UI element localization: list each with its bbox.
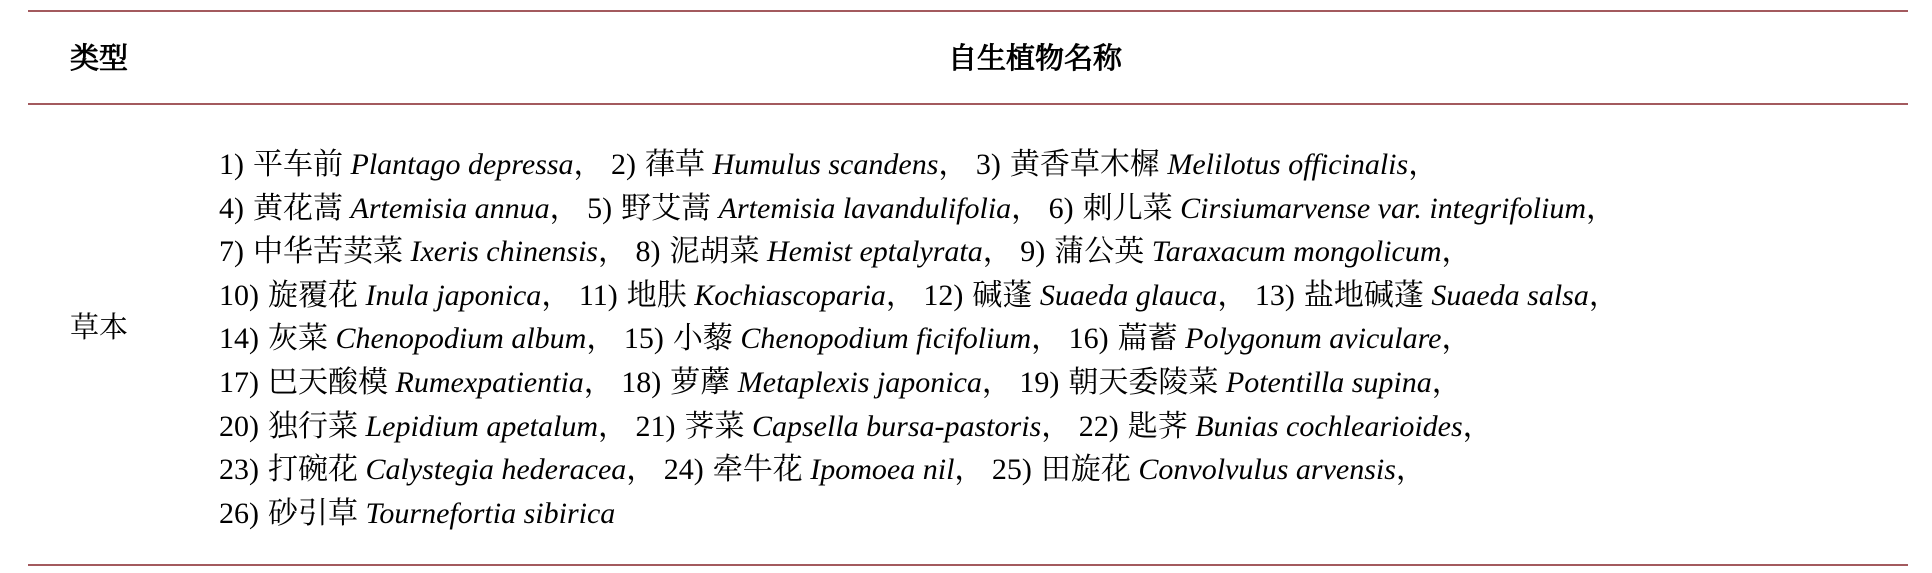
plant-chinese-name: 独行菜 (268, 409, 358, 443)
entry-separator: ， (1041, 409, 1072, 443)
plant-chinese-name: 朝天委陵菜 (1068, 365, 1219, 399)
plant-list-line (219, 274, 1879, 318)
plant-list-line (219, 448, 1879, 492)
plant-entry-number: 23) (219, 453, 259, 487)
entry-separator: ， (541, 278, 572, 312)
entry-separator: ， (1462, 409, 1493, 443)
plant-entry-number: 7) (219, 235, 244, 269)
plant-entry (219, 192, 580, 225)
plant-entry-number: 1) (219, 148, 244, 181)
plant-entry (992, 453, 1426, 486)
plant-scientific-name: Bunias cochlearioides (1195, 409, 1463, 443)
plant-chinese-name: 泥胡菜 (669, 235, 760, 269)
plant-chinese-name: 田旋花 (1040, 453, 1131, 487)
plant-chinese-name: 地肤 (626, 278, 687, 312)
plant-chinese-name: 荠菜 (684, 409, 745, 443)
plant-entry (1079, 410, 1493, 443)
entry-separator: ， (583, 365, 614, 399)
plant-entry (219, 497, 615, 530)
plant-chinese-name: 萝藦 (670, 365, 731, 399)
plant-entry-number: 15) (623, 322, 664, 356)
plant-chinese-name: 黄香草木樨 (1009, 148, 1160, 181)
entry-separator: ， (573, 148, 604, 181)
entry-separator: ， (586, 322, 617, 356)
entry-separator: ， (954, 453, 985, 487)
entry-separator: ， (1217, 278, 1248, 312)
row-type-cell: 草本 (70, 312, 129, 344)
plant-list-line (219, 317, 1879, 361)
plant-entry-number: 11) (578, 278, 618, 312)
plant-entry (1069, 322, 1472, 355)
plant-entry-number: 26) (219, 496, 259, 530)
row-plant-names-cell (219, 143, 1879, 535)
plant-scientific-name: Cirsiumarvense var. integrifolium (1180, 191, 1586, 225)
plant-entry-number: 10) (219, 278, 259, 312)
plant-chinese-name: 砂引草 (268, 496, 358, 530)
plant-scientific-name: Humulus scandens (712, 148, 939, 181)
plant-scientific-name: Chenopodium ficifolium (740, 322, 1032, 356)
plant-entry (219, 453, 656, 486)
plant-scientific-name: Kochiascoparia (694, 278, 886, 312)
entry-separator: ， (1395, 453, 1426, 487)
plant-entry (219, 410, 628, 443)
plant-entry-number: 20) (219, 409, 259, 443)
plant-entry (1020, 235, 1471, 268)
header-plant-names: 自生植物名称 (948, 41, 1123, 75)
plant-scientific-name: Plantago depressa (350, 148, 574, 181)
entry-separator: ， (1011, 191, 1042, 225)
entry-separator: ， (626, 453, 657, 487)
plant-chinese-name: 盐地碱蓬 (1303, 278, 1424, 312)
plant-entry-number: 14) (219, 322, 259, 356)
plant-chinese-name: 蒲公英 (1054, 235, 1145, 269)
plant-scientific-name: Suaeda salsa (1431, 278, 1589, 312)
plant-scientific-name: Metaplexis japonica (737, 365, 982, 399)
entry-separator: ， (1586, 191, 1616, 225)
plant-chinese-name: 黄花蒿 (253, 191, 343, 225)
plant-entry-number: 6) (1048, 191, 1074, 225)
plant-entry (664, 453, 985, 486)
plant-entry-number: 24) (663, 453, 704, 487)
plant-scientific-name: Lepidium apetalum (365, 409, 598, 443)
plant-entry (587, 192, 1041, 225)
entry-separator: ， (597, 235, 628, 269)
plant-entry-number: 16) (1068, 322, 1109, 356)
plant-entry-number: 5) (587, 191, 613, 225)
plant-entry-number: 22) (1078, 409, 1119, 443)
plant-entry-number: 19) (1019, 365, 1060, 399)
plant-entry (611, 148, 968, 181)
plant-entry-number: 8) (635, 235, 661, 269)
plant-entry-number: 9) (1020, 235, 1046, 269)
plant-chinese-name: 野艾蒿 (621, 191, 712, 225)
plant-chinese-name: 中华苦荬菜 (253, 235, 403, 269)
plant-scientific-name: Suaeda glauca (1039, 278, 1218, 312)
entry-separator: ， (1408, 148, 1439, 181)
entry-separator: ， (598, 409, 628, 443)
plant-entry (219, 235, 628, 268)
entry-separator: ， (549, 191, 580, 225)
plant-chinese-name: 刺儿菜 (1082, 191, 1173, 225)
table-bottom-rule (28, 564, 1908, 566)
plant-list-line (219, 361, 1879, 405)
plant-entry (624, 322, 1061, 355)
plant-list-line (219, 230, 1879, 274)
entry-separator: ， (981, 365, 1012, 399)
plant-entry (1049, 192, 1616, 225)
plant-chinese-name: 灰菜 (268, 322, 328, 356)
plant-entry (636, 410, 1072, 443)
plant-chinese-name: 葎草 (645, 148, 706, 181)
entry-separator: ， (1431, 365, 1462, 399)
plant-entry-number: 4) (219, 191, 244, 225)
plant-scientific-name: Rumexpatientia (395, 365, 584, 399)
plant-scientific-name: Inula japonica (365, 278, 542, 312)
plant-chinese-name: 碱蓬 (972, 278, 1033, 312)
plant-chinese-name: 旋覆花 (268, 278, 358, 312)
plant-entry (219, 366, 614, 399)
plant-entry (635, 235, 1012, 268)
entry-separator: ， (938, 148, 969, 181)
plant-entry (1019, 366, 1461, 399)
plant-chinese-name: 小藜 (672, 322, 733, 356)
plant-list-line (219, 143, 1879, 187)
plant-list-line (219, 187, 1879, 231)
plant-scientific-name: Polygonum aviculare (1185, 322, 1442, 356)
plant-entry (219, 279, 571, 312)
plant-scientific-name: Calystegia hederacea (365, 453, 627, 487)
entry-separator: ， (885, 278, 916, 312)
entry-separator: ， (1441, 235, 1472, 269)
plant-entry (219, 322, 616, 355)
plant-chinese-name: 牵牛花 (712, 453, 803, 487)
plant-chinese-name: 萹蓄 (1117, 322, 1178, 356)
plant-scientific-name: Hemist eptalyrata (766, 235, 983, 269)
plant-scientific-name: Artemisia lavandulifolia (718, 191, 1012, 225)
table-top-rule (28, 10, 1908, 12)
plant-scientific-name: Taraxacum mongolicum (1151, 235, 1442, 269)
plant-entry (1255, 279, 1619, 312)
plant-scientific-name: Ixeris chinensis (410, 235, 598, 269)
plant-entry (976, 148, 1438, 181)
plant-list-line (219, 405, 1879, 449)
plant-chinese-name: 巴天酸模 (268, 365, 388, 399)
plant-entry-number: 21) (635, 409, 676, 443)
entry-separator: ， (1031, 322, 1062, 356)
plant-entry (579, 279, 916, 312)
header-type: 类型 (70, 41, 129, 75)
table-header-rule (28, 103, 1908, 105)
plant-entry-number: 17) (219, 365, 259, 399)
plant-scientific-name: Convolvulus arvensis (1138, 453, 1396, 487)
plant-scientific-name: Melilotus officinalis (1167, 148, 1409, 181)
plant-chinese-name: 打碗花 (268, 453, 358, 487)
plant-entry-number: 3) (975, 148, 1001, 181)
entry-separator: ， (1441, 322, 1472, 356)
plant-entry-number: 2) (611, 148, 637, 181)
plant-entry (923, 279, 1247, 312)
plant-entry-number: 18) (621, 365, 662, 399)
plant-entry-number: 25) (991, 453, 1032, 487)
plant-scientific-name: Ipomoea nil (810, 453, 955, 487)
plant-chinese-name: 匙荠 (1127, 409, 1188, 443)
plant-entry (621, 366, 1012, 399)
plant-list-line (219, 492, 1879, 536)
plant-entry-number: 12) (923, 278, 964, 312)
plant-entry-number: 13) (1254, 278, 1295, 312)
plant-scientific-name: Chenopodium album (335, 322, 587, 356)
plant-scientific-name: Tournefortia sibirica (365, 496, 616, 530)
plant-table (28, 10, 1908, 566)
plant-scientific-name: Artemisia annua (350, 191, 550, 225)
plant-entry (219, 148, 604, 181)
plant-chinese-name: 平车前 (253, 148, 343, 181)
entry-separator: ， (982, 235, 1013, 269)
plant-scientific-name: Potentilla supina (1225, 365, 1432, 399)
entry-separator: ， (1588, 278, 1619, 312)
plant-scientific-name: Capsella bursa-pastoris (752, 409, 1042, 443)
